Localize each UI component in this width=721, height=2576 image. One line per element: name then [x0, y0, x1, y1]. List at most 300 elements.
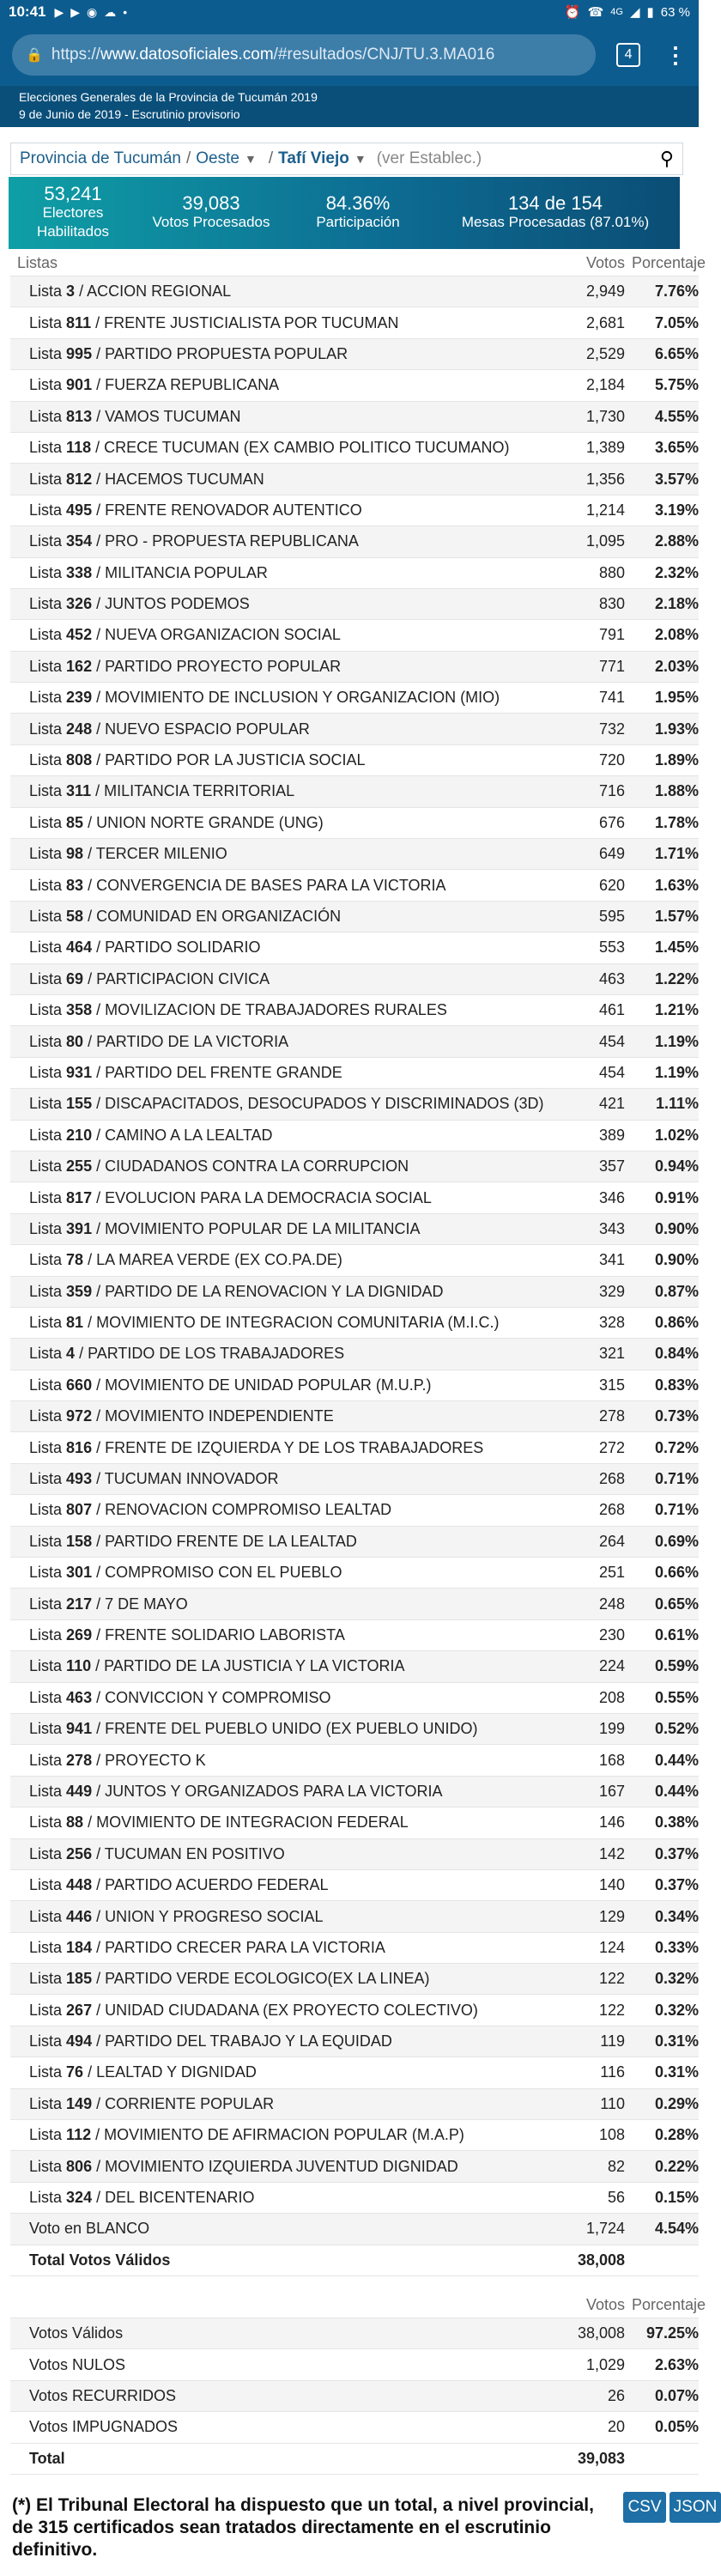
- list-number: 464: [66, 939, 93, 957]
- list-name: Lista 324 / DEL BICENTENARIO: [29, 2189, 255, 2207]
- list-votes: 1,356: [585, 470, 625, 488]
- list-prefix: Lista: [29, 1844, 63, 1862]
- party-name: MOVILIZACION DE TRABAJADORES RURALES: [105, 1001, 447, 1019]
- table-row: [10, 1620, 699, 1651]
- party-name: NUEVO ESPACIO POPULAR: [105, 720, 310, 738]
- summary-pct: 0.07%: [654, 2386, 699, 2404]
- table-row: [10, 776, 699, 807]
- list-pct: 0.91%: [654, 1188, 699, 1206]
- party-name: MILITANCIA TERRITORIAL: [104, 782, 295, 800]
- summary-col-pct: Porcentaje: [632, 2296, 706, 2313]
- list-pct: 0.52%: [654, 1720, 699, 1738]
- list-name: Lista 184 / PARTIDO CRECER PARA LA VICTORIA: [29, 1938, 385, 1956]
- list-prefix: Lista: [29, 1001, 63, 1019]
- list-pct: 1.57%: [654, 908, 699, 925]
- party-name: PARTIDO PROYECTO POPULAR: [105, 657, 342, 675]
- summary-label: Votos Válidos: [29, 2324, 124, 2342]
- table-row: [10, 1401, 699, 1432]
- list-prefix: Lista: [29, 1564, 63, 1582]
- breadcrumb-section[interactable]: Oeste: [196, 149, 239, 167]
- party-name: MOVIMIENTO POPULAR DE LA MILITANCIA: [105, 1219, 421, 1237]
- list-name: Lista 901 / FUERZA REPUBLICANA: [29, 376, 280, 394]
- list-votes: 343: [598, 1219, 625, 1237]
- list-pct: 7.76%: [654, 283, 699, 301]
- list-prefix: Lista: [29, 313, 63, 331]
- list-name: Lista 83 / CONVERGENCIA DE BASES PARA LA VICTORIA: [29, 876, 446, 894]
- list-number: 269: [66, 1625, 93, 1643]
- footnote: (*) El Tribunal Electoral ha dispuesto que un total, a nivel provincial, de 315 certificados sean tratados directamente en el escrutinio definitivo.: [12, 2495, 594, 2560]
- section-dropdown-icon[interactable]: ▼: [244, 152, 257, 166]
- list-pct: 0.32%: [654, 1970, 699, 1988]
- list-name: Lista 255 / CIUDADANOS CONTRA LA CORRUPCION: [29, 1157, 409, 1176]
- party-name: LA MAREA VERDE (EX CO.PA.DE): [96, 1251, 342, 1269]
- list-name: Lista 463 / CONVICCION Y COMPROMISO: [29, 1688, 331, 1706]
- list-number: 88: [66, 1814, 84, 1832]
- list-number: 901: [66, 376, 93, 394]
- dot-icon: •: [123, 4, 128, 19]
- csv-download-button[interactable]: CSV: [623, 2492, 666, 2523]
- party-name: FRENTE DEL PUEBLO UNIDO (EX PUEBLO UNIDO): [105, 1720, 478, 1738]
- list-pct: 3.65%: [654, 439, 699, 457]
- list-prefix: Lista: [29, 1032, 63, 1050]
- list-prefix: Lista: [29, 1782, 63, 1800]
- list-votes: 389: [598, 1126, 625, 1144]
- election-title: Elecciones Generales de la Provincia de Tucumán 2019: [19, 90, 318, 104]
- party-name: PARTIDO DEL TRABAJO Y LA EQUIDAD: [105, 2032, 392, 2050]
- list-prefix: Lista: [29, 1282, 63, 1300]
- summary-pct: 0.05%: [654, 2418, 699, 2436]
- table-row: [10, 1121, 699, 1151]
- results-header-row: [10, 251, 706, 276]
- list-votes: 124: [598, 1938, 625, 1956]
- list-number: 162: [66, 657, 93, 675]
- list-number: 255: [66, 1157, 93, 1176]
- party-name: CONVICCION Y COMPROMISO: [105, 1688, 331, 1706]
- status-time: 10:41: [9, 3, 46, 20]
- list-prefix: Lista: [29, 1970, 63, 1988]
- table-row: [10, 995, 699, 1026]
- list-name: Lista 359 / PARTIDO DE LA RENOVACION Y LA DIGNIDAD: [29, 1282, 444, 1300]
- list-name: Lista 239 / MOVIMIENTO DE INCLUSION Y ORGANIZACION (MIO): [29, 689, 500, 707]
- list-votes: 224: [598, 1657, 625, 1675]
- list-name: Lista 185 / PARTIDO VERDE ECOLOGICO(EX LA LINEA): [29, 1970, 430, 1988]
- list-name: Lista 813 / VAMOS TUCUMAN: [29, 407, 241, 425]
- stat-electores: [9, 185, 137, 241]
- list-prefix: Lista: [29, 626, 63, 644]
- list-pct: 0.61%: [654, 1625, 699, 1643]
- party-name: LEALTAD Y DIGNIDAD: [96, 2063, 257, 2081]
- list-pct: 0.31%: [654, 2032, 699, 2050]
- list-prefix: Lista: [29, 2126, 63, 2144]
- table-row: [10, 902, 699, 933]
- table-row: [10, 1464, 699, 1495]
- list-prefix: Lista: [29, 376, 63, 394]
- list-votes: 167: [598, 1782, 625, 1800]
- party-name: PRO - PROPUESTA REPUBLICANA: [105, 532, 359, 550]
- list-pct: 0.32%: [654, 2001, 699, 2019]
- list-pct: 2.88%: [654, 532, 699, 550]
- list-prefix: Lista: [29, 407, 63, 425]
- party-name: JUNTOS PODEMOS: [105, 595, 250, 613]
- blank-vote-row: [10, 2214, 699, 2245]
- list-name: Lista 995 / PARTIDO PROPUESTA POPULAR: [29, 344, 348, 362]
- list-prefix: Lista: [29, 908, 63, 925]
- play-icon: ▶: [54, 4, 64, 19]
- table-row: [10, 1277, 699, 1308]
- list-name: Lista 495 / FRENTE RENOVADOR AUTENTICO: [29, 501, 362, 519]
- list-name: Lista 812 / HACEMOS TUCUMAN: [29, 470, 264, 488]
- list-votes: 142: [598, 1844, 625, 1862]
- list-number: 81: [66, 1314, 84, 1332]
- list-votes: 272: [598, 1438, 625, 1456]
- site-header: [0, 86, 699, 127]
- list-number: 158: [66, 1532, 93, 1550]
- summary-row: [10, 2412, 699, 2443]
- list-votes: 140: [598, 1876, 625, 1894]
- party-name: PARTIDO DE LA VICTORIA: [96, 1032, 289, 1050]
- list-prefix: Lista: [29, 1219, 63, 1237]
- party-name: PARTIDO ACUERDO FEDERAL: [105, 1876, 329, 1894]
- list-votes: 649: [598, 845, 625, 863]
- party-name: PROYECTO K: [105, 1751, 206, 1769]
- list-number: 149: [66, 2094, 93, 2112]
- list-name: Lista 808 / PARTIDO POR LA JUSTICIA SOCIAL: [29, 751, 366, 769]
- list-name: Lista 81 / MOVIMIENTO DE INTEGRACION COMUNITARIA (M.I.C.): [29, 1314, 500, 1332]
- vote-summary-table: [10, 2293, 706, 2475]
- list-prefix: Lista: [29, 2189, 63, 2207]
- list-prefix: Lista: [29, 1532, 63, 1550]
- list-votes: 791: [598, 626, 625, 644]
- col-pct-header: Porcentaje: [632, 254, 706, 271]
- list-number: 817: [66, 1188, 93, 1206]
- party-name: JUNTOS Y ORGANIZADOS PARA LA VICTORIA: [105, 1782, 443, 1800]
- list-number: 267: [66, 2001, 93, 2019]
- summary-row: [10, 2349, 699, 2380]
- list-number: 811: [66, 313, 92, 331]
- list-prefix: Lista: [29, 470, 63, 488]
- list-prefix: Lista: [29, 813, 63, 831]
- table-row: [10, 1901, 699, 1932]
- party-name: PARTIDO DE LOS TRABAJADORES: [88, 1345, 345, 1363]
- breadcrumb-establishment-link[interactable]: (ver Establec.): [376, 149, 482, 167]
- list-number: 110: [66, 1657, 92, 1675]
- list-prefix: Lista: [29, 2157, 63, 2175]
- table-row: [10, 1308, 699, 1339]
- list-votes: 82: [607, 2157, 625, 2175]
- summary-row: [10, 2381, 699, 2412]
- list-pct: 0.87%: [654, 1282, 699, 1300]
- list-prefix: Lista: [29, 1188, 63, 1206]
- table-row: [10, 1995, 699, 2026]
- list-pct: 0.65%: [654, 1595, 699, 1613]
- list-name: Lista 78 / LA MAREA VERDE (EX CO.PA.DE): [29, 1251, 342, 1269]
- table-row: [10, 1432, 699, 1463]
- party-name: MOVIMIENTO DE INTEGRACION COMUNITARIA (M.I.C.): [96, 1314, 500, 1332]
- list-pct: 7.05%: [654, 313, 699, 331]
- summary-col-votos: Votos: [585, 2296, 625, 2313]
- list-number: 118: [66, 439, 92, 457]
- table-row: [10, 1683, 699, 1714]
- list-votes: 56: [607, 2189, 625, 2207]
- summary-panel: [9, 177, 680, 249]
- breadcrumb: [10, 143, 683, 175]
- list-number: 359: [66, 1282, 93, 1300]
- breadcrumb-province[interactable]: Provincia de Tucumán: [20, 149, 181, 167]
- list-number: 324: [66, 2189, 93, 2207]
- list-name: Lista 155 / DISCAPACITADOS, DESOCUPADOS Y DISCRIMINADOS (3D): [29, 1095, 544, 1113]
- list-number: 452: [66, 626, 93, 644]
- list-number: 495: [66, 501, 93, 519]
- election-subtitle: 9 de Junio de 2019 - Escrutinio provisorio: [19, 107, 240, 121]
- list-votes: 119: [600, 2032, 625, 2050]
- list-votes: 146: [598, 1814, 625, 1832]
- list-prefix: Lista: [29, 689, 63, 707]
- table-row: [10, 652, 699, 683]
- party-name: PARTIDO CRECER PARA LA VICTORIA: [105, 1938, 385, 1956]
- list-prefix: Lista: [29, 501, 63, 519]
- table-row: [10, 808, 699, 839]
- table-row: [10, 1807, 699, 1838]
- list-votes: 168: [598, 1751, 625, 1769]
- table-row: [10, 745, 699, 776]
- list-name: Lista 110 / PARTIDO DE LA JUSTICIA Y LA VICTORIA: [29, 1657, 405, 1675]
- list-number: 248: [66, 720, 93, 738]
- table-row: [10, 276, 699, 307]
- list-name: Lista 269 / FRENTE SOLIDARIO LABORISTA: [29, 1625, 345, 1643]
- list-name: Lista 449 / JUNTOS Y ORGANIZADOS PARA LA VICTORIA: [29, 1782, 443, 1800]
- list-number: 448: [66, 1876, 93, 1894]
- blank-vote-label: Voto en BLANCO: [29, 2220, 150, 2238]
- url-scheme: https://: [51, 46, 100, 64]
- search-icon[interactable]: ⚲: [659, 148, 674, 169]
- table-row: [10, 683, 699, 714]
- table-row: [10, 307, 699, 338]
- address-bar[interactable]: [12, 34, 596, 76]
- party-name: FRENTE JUSTICIALISTA POR TUCUMAN: [104, 313, 399, 331]
- list-prefix: Lista: [29, 939, 63, 957]
- party-name: MOVIMIENTO DE INCLUSION Y ORGANIZACION (MIO): [105, 689, 500, 707]
- list-votes: 329: [598, 1282, 625, 1300]
- overflow-menu-icon[interactable]: ⋮: [664, 41, 687, 68]
- list-number: 816: [66, 1438, 93, 1456]
- list-name: Lista 493 / TUCUMAN INNOVADOR: [29, 1470, 279, 1488]
- participacion-value: 84.36%: [325, 192, 391, 214]
- list-pct: 0.22%: [654, 2157, 699, 2175]
- summary-votes: 20: [607, 2418, 625, 2436]
- list-pct: 0.44%: [654, 1751, 699, 1769]
- list-pct: 1.45%: [654, 939, 699, 957]
- table-row: [10, 1964, 699, 1995]
- list-prefix: Lista: [29, 1907, 63, 1925]
- table-row: [10, 1777, 699, 1807]
- list-votes: 122: [598, 1970, 625, 1988]
- list-pct: 1.93%: [654, 720, 699, 738]
- party-name: MOVIMIENTO DE INTEGRACION FEDERAL: [96, 1814, 409, 1832]
- list-pct: 4.55%: [654, 407, 699, 425]
- list-pct: 1.19%: [654, 1032, 699, 1050]
- blank-vote-votes: 1,724: [585, 2220, 625, 2238]
- list-number: 210: [66, 1126, 93, 1144]
- list-prefix: Lista: [29, 1407, 63, 1425]
- party-name: EVOLUCION PARA LA DEMOCRACIA SOCIAL: [105, 1188, 432, 1206]
- summary-label: Votos RECURRIDOS: [29, 2386, 177, 2404]
- list-votes: 461: [598, 1001, 625, 1019]
- list-pct: 1.78%: [654, 813, 699, 831]
- party-name: TUCUMAN EN POSITIVO: [104, 1844, 285, 1862]
- party-name: PARTIDO DE LA JUSTICIA Y LA VICTORIA: [104, 1657, 405, 1675]
- list-prefix: Lista: [29, 751, 63, 769]
- stat-votos: [137, 194, 285, 232]
- table-row: [10, 839, 699, 870]
- youtube-icon: ▶: [70, 4, 81, 19]
- list-pct: 3.19%: [654, 501, 699, 519]
- list-number: 185: [66, 1970, 93, 1988]
- list-votes: 595: [598, 908, 625, 925]
- list-pct: 0.37%: [654, 1876, 699, 1894]
- table-row: [10, 1839, 699, 1870]
- list-name: Lista 811 / FRENTE JUSTICIALISTA POR TUCUMAN: [29, 313, 399, 331]
- list-votes: 620: [598, 876, 625, 894]
- summary-total-label: Total: [29, 2449, 65, 2467]
- party-name: PARTIDO DE LA RENOVACION Y LA DIGNIDAD: [105, 1282, 444, 1300]
- list-pct: 0.33%: [654, 1938, 699, 1956]
- list-prefix: Lista: [29, 969, 63, 987]
- list-prefix: Lista: [29, 1063, 63, 1081]
- party-name: CAMINO A LA LEALTAD: [105, 1126, 273, 1144]
- list-prefix: Lista: [29, 1688, 63, 1706]
- votos-value: 39,083: [182, 192, 240, 214]
- json-download-button[interactable]: JSON: [670, 2492, 721, 2523]
- list-pct: 1.21%: [654, 1001, 699, 1019]
- party-name: CRECE TUCUMAN (EX CAMBIO POLITICO TUCUMANO): [104, 439, 510, 457]
- list-prefix: Lista: [29, 439, 63, 457]
- list-name: Lista 98 / TERCER MILENIO: [29, 845, 227, 863]
- list-prefix: Lista: [29, 1751, 63, 1769]
- list-pct: 1.02%: [654, 1126, 699, 1144]
- list-name: Lista 149 / CORRIENTE POPULAR: [29, 2094, 275, 2112]
- list-name: Lista 80 / PARTIDO DE LA VICTORIA: [29, 1032, 289, 1050]
- list-votes: 315: [598, 1376, 625, 1394]
- list-votes: 1,095: [585, 532, 625, 550]
- list-name: Lista 807 / RENOVACION COMPROMISO LEALTAD: [29, 1501, 392, 1519]
- list-prefix: Lista: [29, 2001, 63, 2019]
- list-pct: 1.71%: [654, 845, 699, 863]
- party-name: VAMOS TUCUMAN: [105, 407, 241, 425]
- list-number: 217: [66, 1595, 93, 1613]
- total-valid-label: Total Votos Válidos: [29, 2251, 171, 2269]
- list-name: Lista 248 / NUEVO ESPACIO POPULAR: [29, 720, 310, 738]
- table-row: [10, 402, 699, 433]
- list-name: Lista 217 / 7 DE MAYO: [29, 1595, 188, 1613]
- list-prefix: Lista: [29, 1376, 63, 1394]
- list-votes: 716: [598, 782, 625, 800]
- party-name: COMUNIDAD EN ORGANIZACIÓN: [96, 908, 342, 925]
- breadcrumb-circuit[interactable]: Tafí Viejo: [278, 149, 349, 167]
- table-row: [10, 1089, 699, 1120]
- list-number: 660: [66, 1376, 93, 1394]
- col-listas-header: Listas: [17, 254, 58, 271]
- list-pct: 0.55%: [654, 1688, 699, 1706]
- browser-toolbar: [0, 24, 699, 86]
- table-row: [10, 433, 699, 464]
- total-valid-row: [10, 2245, 699, 2276]
- list-prefix: Lista: [29, 1625, 63, 1643]
- list-prefix: Lista: [29, 595, 63, 613]
- list-number: 112: [66, 2126, 92, 2144]
- list-pct: 0.29%: [654, 2094, 699, 2112]
- list-name: Lista 267 / UNIDAD CIUDADANA (EX PROYECTO COLECTIVO): [29, 2001, 478, 2019]
- list-prefix: Lista: [29, 782, 63, 800]
- table-row: [10, 495, 699, 526]
- list-number: 301: [66, 1564, 93, 1582]
- list-pct: 1.22%: [654, 969, 699, 987]
- list-votes: 720: [598, 751, 625, 769]
- list-votes: 2,681: [585, 313, 625, 331]
- list-pct: 2.18%: [654, 595, 699, 613]
- list-number: 812: [66, 470, 93, 488]
- summary-total-votes: 39,083: [577, 2449, 625, 2467]
- list-number: 995: [66, 344, 93, 362]
- list-prefix: Lista: [29, 1595, 63, 1613]
- list-pct: 1.95%: [654, 689, 699, 707]
- tab-switcher-button[interactable]: 4: [616, 43, 640, 67]
- list-name: Lista 358 / MOVILIZACION DE TRABAJADORES RURALES: [29, 1001, 447, 1019]
- list-prefix: Lista: [29, 1720, 63, 1738]
- table-row: [10, 1933, 699, 1964]
- wifi-call-icon: ☎: [587, 5, 604, 20]
- list-name: Lista 118 / CRECE TUCUMAN (EX CAMBIO POLITICO TUCUMANO): [29, 439, 510, 457]
- list-name: Lista 256 / TUCUMAN EN POSITIVO: [29, 1844, 285, 1862]
- list-number: 931: [66, 1063, 93, 1081]
- list-prefix: Lista: [29, 845, 63, 863]
- list-number: 338: [66, 563, 93, 581]
- table-row: [10, 589, 699, 620]
- list-pct: 0.90%: [654, 1219, 699, 1237]
- list-prefix: Lista: [29, 532, 63, 550]
- table-row: [10, 2057, 699, 2088]
- list-votes: 328: [598, 1314, 625, 1332]
- list-name: Lista 931 / PARTIDO DEL FRENTE GRANDE: [29, 1063, 342, 1081]
- list-name: Lista 311 / MILITANCIA TERRITORIAL: [29, 782, 295, 800]
- votos-label: Votos Procesados: [152, 214, 270, 230]
- table-row: [10, 620, 699, 651]
- list-votes: 357: [598, 1157, 625, 1176]
- table-row: [10, 933, 699, 963]
- list-name: Lista 338 / MILITANCIA POPULAR: [29, 563, 268, 581]
- system-icons: [565, 4, 690, 20]
- party-name: HACEMOS TUCUMAN: [105, 470, 264, 488]
- breadcrumb-separator: /: [186, 149, 191, 167]
- circuit-dropdown-icon[interactable]: ▼: [354, 152, 367, 166]
- cloud-icon: ☁: [104, 4, 117, 19]
- summary-votes: 26: [607, 2386, 625, 2404]
- table-row: [10, 1495, 699, 1526]
- list-number: 83: [66, 876, 84, 894]
- lock-icon: 🔒: [26, 48, 43, 63]
- summary-header-row: [10, 2293, 706, 2318]
- party-name: PARTIDO SOLIDARIO: [105, 939, 261, 957]
- list-votes: 880: [598, 563, 625, 581]
- list-votes: 771: [598, 657, 625, 675]
- list-pct: 0.71%: [654, 1501, 699, 1519]
- party-name: CORRIENTE POPULAR: [105, 2094, 275, 2112]
- list-votes: 278: [598, 1407, 625, 1425]
- summary-pct: 2.63%: [654, 2355, 699, 2373]
- party-name: TERCER MILENIO: [95, 845, 227, 863]
- battery-level: 63 %: [660, 4, 690, 20]
- list-votes: 110: [600, 2094, 625, 2112]
- list-votes: 1,389: [585, 439, 625, 457]
